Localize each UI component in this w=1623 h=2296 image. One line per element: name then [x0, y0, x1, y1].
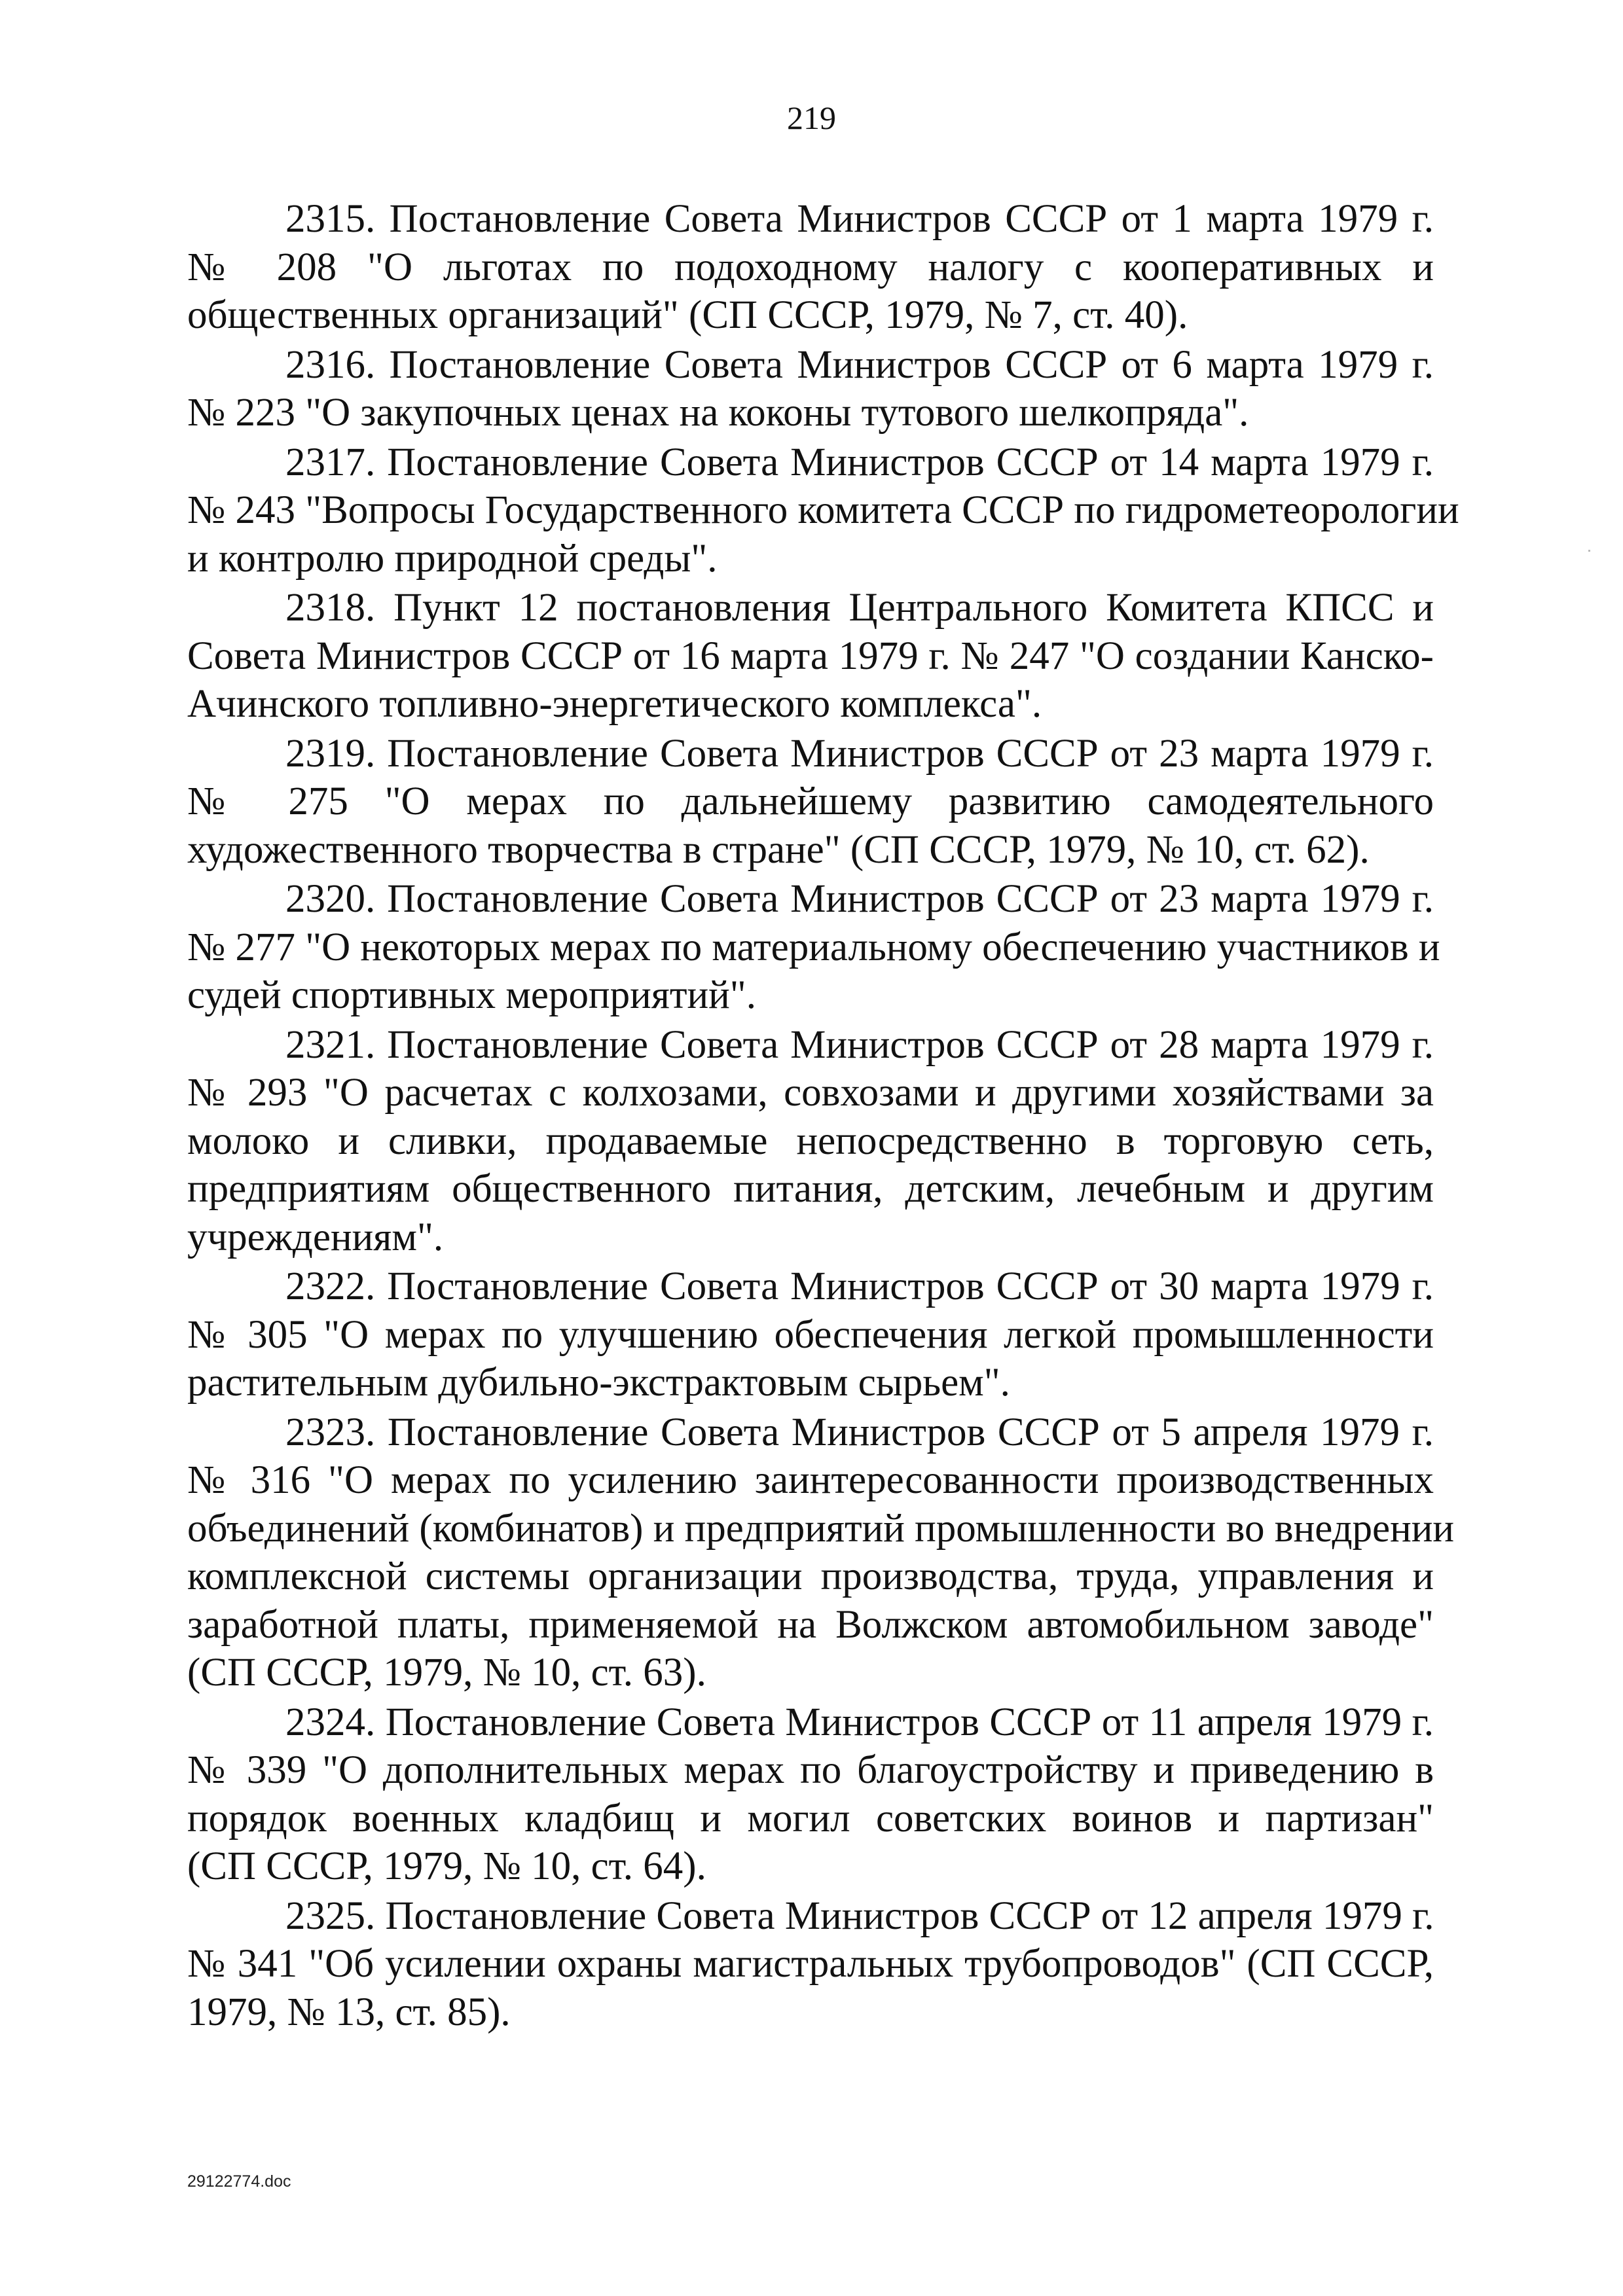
- entry-text-line: заработной платы, применяемой на Волжском автомобильном заводе": [187, 1602, 1434, 1647]
- entry-text-line: 2320. Постановление Совета Министров СССР от 23 марта 1979 г.: [285, 877, 1434, 921]
- entry-text-line: № 277 "О некоторых мерах по материальному обеспечению участников и: [187, 925, 1440, 969]
- page-number: 219: [787, 99, 836, 136]
- entry-text-line: предприятиям общественного питания, детским, лечебным и другим: [187, 1167, 1434, 1211]
- entry-text-line: молоко и сливки, продаваемые непосредственно в торговую сеть,: [187, 1119, 1434, 1163]
- entry-text-line: № 341 "Об усилении охраны магистральных трубопроводов" (СП СССР,: [187, 1942, 1434, 1986]
- entry-text-line: художественного творчества в стране" (СП СССР, 1979, № 10, ст. 62).: [187, 827, 1370, 872]
- entry-text-line: 2324. Постановление Совета Министров СССР от 11 апреля 1979 г.: [285, 1700, 1434, 1744]
- entry-text-line: № 275 "О мерах по дальнейшему развитию самодеятельного: [187, 780, 1434, 823]
- entry-text-line: растительным дубильно-экстрактовым сырьем".: [187, 1361, 1010, 1405]
- resolution-entry: [187, 1408, 1455, 1697]
- resolution-entry: [187, 1021, 1434, 1262]
- document-body: [187, 195, 1459, 2037]
- entry-text-line: № 305 "О мерах по улучшению обеспечения легкой промышленности: [187, 1312, 1434, 1357]
- resolution-entry: [187, 195, 1434, 340]
- entry-text-line: Ачинского топливно-энергетического комплекса".: [187, 682, 1042, 726]
- entry-text-line: 2319. Постановление Совета Министров СССР от 23 марта 1979 г.: [285, 731, 1434, 776]
- entry-text-line: 2321. Постановление Совета Министров СССР от 28 марта 1979 г.: [285, 1022, 1434, 1067]
- entry-text-line: (СП СССР, 1979, № 10, ст. 64).: [187, 1844, 706, 1888]
- resolution-entry: [187, 439, 1459, 583]
- resolution-entry: [187, 875, 1440, 1020]
- entry-text-line: учреждениям".: [187, 1215, 444, 1259]
- scan-speck: [1588, 550, 1590, 552]
- entry-text-line: 2325. Постановление Совета Министров СССР от 12 апреля 1979 г.: [285, 1893, 1434, 1938]
- entry-text-line: Совета Министров СССР от 16 марта 1979 г. № 247 "О создании Канско-: [187, 634, 1434, 678]
- entry-text-line: № 316 "О мерах по усилению заинтересованности производственных: [187, 1458, 1434, 1502]
- entry-text-line: № 293 "О расчетах с колхозами, совхозами и другими хозяйствами за: [187, 1071, 1434, 1115]
- entry-text-line: порядок военных кладбищ и могил советских воинов и партизан": [187, 1796, 1434, 1840]
- entry-text-line: № 243 "Вопросы Государственного комитета СССР по гидрометеорологии: [187, 488, 1459, 532]
- entry-text-line: объединений (комбинатов) и предприятий промышленности во внедрении: [187, 1506, 1455, 1551]
- entry-text-line: судей спортивных мероприятий".: [187, 973, 756, 1017]
- resolution-entry: [187, 1698, 1434, 1891]
- entry-text-line: комплексной системы организации производства, труда, управления и: [187, 1554, 1434, 1598]
- resolution-entry: [187, 341, 1434, 437]
- entry-text-line: № 208 "О льготах по подоходному налогу с кооперативных и: [187, 245, 1434, 289]
- entry-text-line: 2323. Постановление Совета Министров СССР от 5 апреля 1979 г.: [285, 1410, 1434, 1454]
- entry-text-line: 2318. Пункт 12 постановления Центрального Комитета КПСС и: [285, 586, 1434, 630]
- entry-text-line: № 339 "О дополнительных мерах по благоустройству и приведению в: [187, 1748, 1434, 1792]
- entry-text-line: 1979, № 13, ст. 85).: [187, 1990, 511, 2034]
- entry-text-line: и контролю природной среды".: [187, 536, 718, 581]
- entry-text-line: 2315. Постановление Совета Министров СССР от 1 марта 1979 г.: [285, 197, 1434, 241]
- resolution-entry: [187, 1263, 1434, 1407]
- entry-text-line: 2317. Постановление Совета Министров СССР от 14 марта 1979 г.: [285, 440, 1434, 484]
- resolution-entry: [187, 584, 1434, 728]
- resolution-entry: [187, 730, 1434, 874]
- entry-text-line: № 223 "О закупочных ценах на коконы тутового шелкопряда".: [187, 391, 1249, 435]
- entry-text-line: 2316. Постановление Совета Министров СССР от 6 марта 1979 г.: [285, 342, 1434, 387]
- document-footer-filename: 29122774.doc: [187, 2172, 291, 2191]
- entry-text-line: 2322. Постановление Совета Министров СССР от 30 марта 1979 г.: [285, 1265, 1434, 1308]
- entry-text-line: (СП СССР, 1979, № 10, ст. 63).: [187, 1651, 706, 1695]
- resolution-entry: [187, 1892, 1434, 2037]
- entry-text-line: общественных организаций" (СП СССР, 1979, № 7, ст. 40).: [187, 293, 1188, 337]
